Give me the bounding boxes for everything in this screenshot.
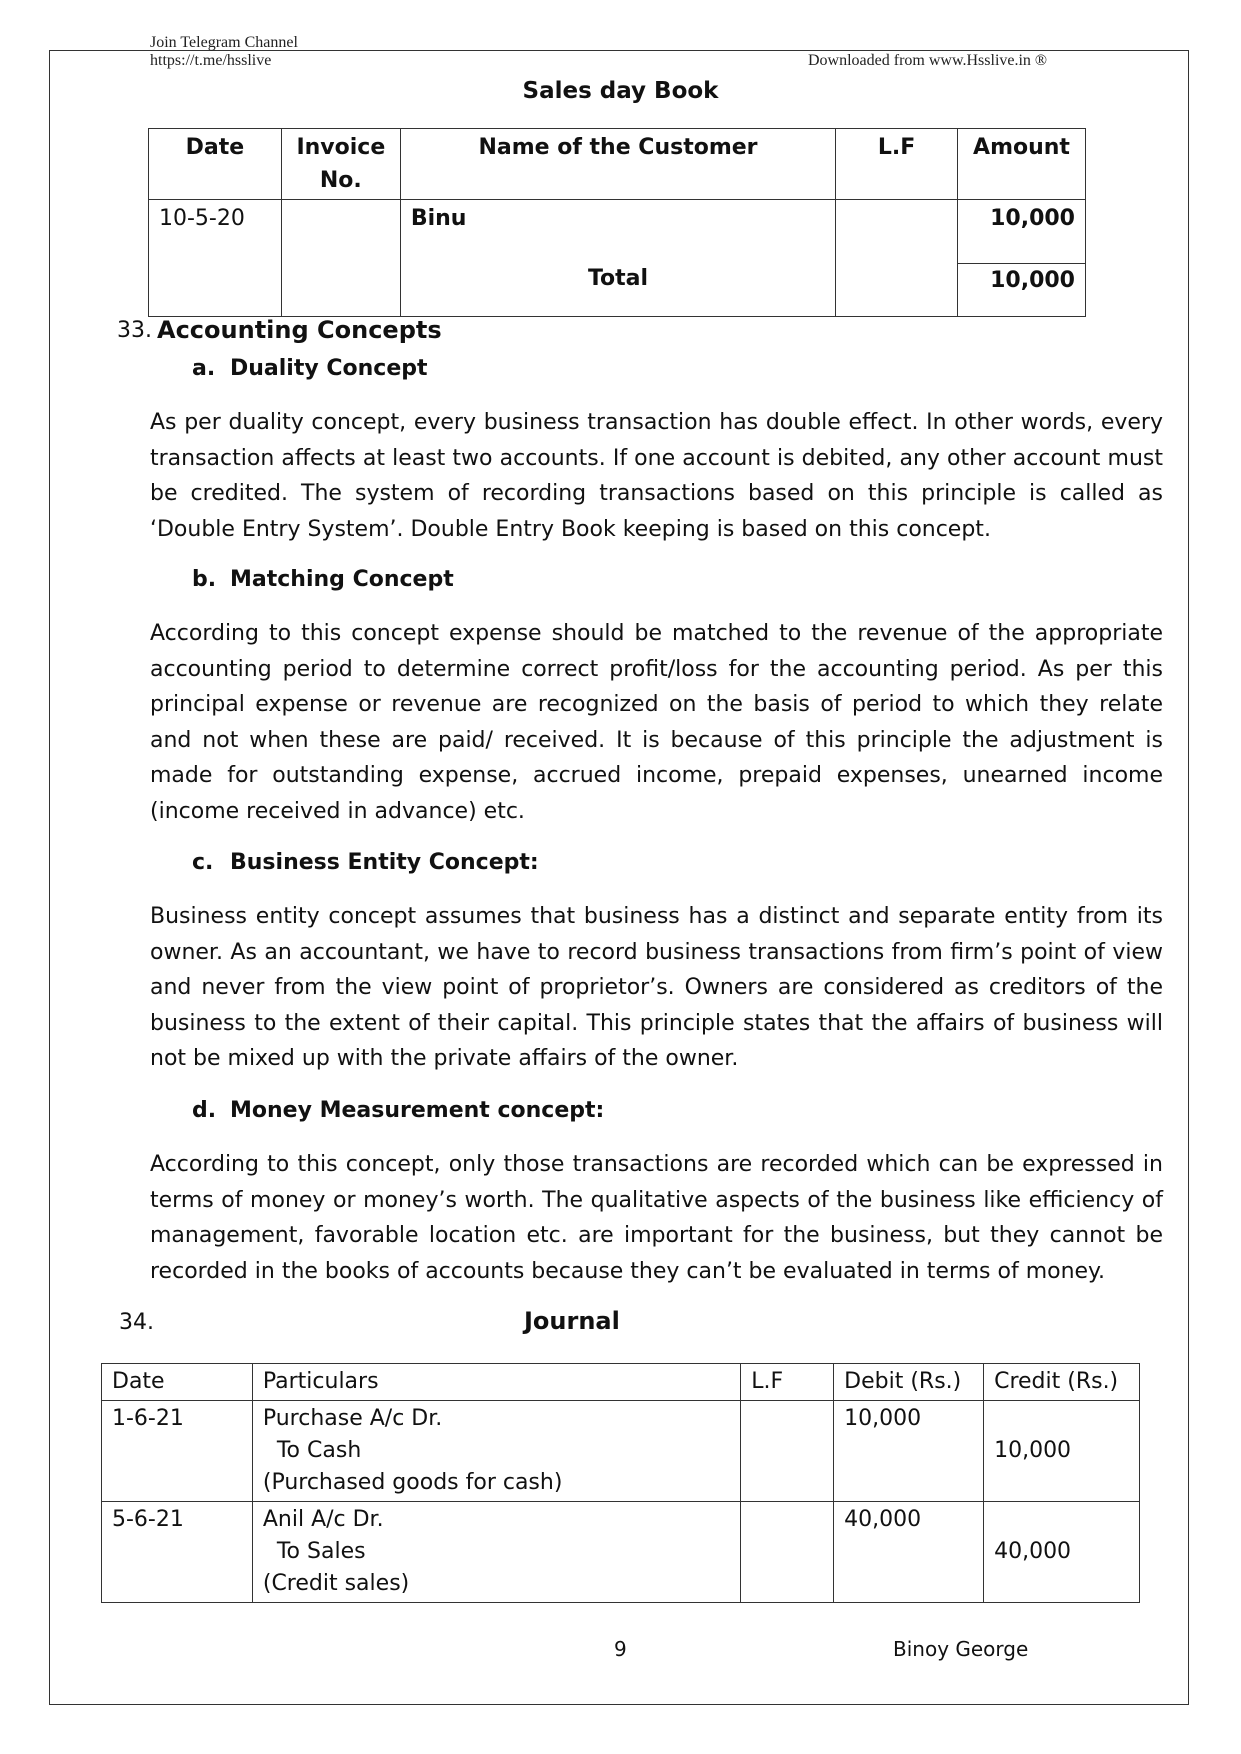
sales-customer-name: Binu <box>410 206 467 231</box>
concept-b-title: Matching Concept <box>230 567 454 592</box>
sales-header-row <box>149 129 1086 200</box>
concept-a-title: Duality Concept <box>230 356 428 381</box>
concept-d-title: Money Measurement concept: <box>230 1098 605 1123</box>
journal-narration: (Credit sales) <box>262 1571 410 1596</box>
journal-particulars <box>252 1502 740 1603</box>
journal-debit: 10,000 <box>834 1401 984 1502</box>
sales-total-label: Total <box>587 266 649 291</box>
journal-lf <box>741 1502 834 1603</box>
sales-amount-cell <box>958 200 1086 317</box>
concept-c-label: c. <box>192 850 214 875</box>
journal-particulars <box>252 1401 740 1502</box>
concept-c-title: Business Entity Concept: <box>230 850 539 875</box>
concept-b-label: b. <box>192 567 217 592</box>
concept-b-text: According to this concept expense should be matched to the revenue of the appropriate accounting period to determine correct profit/loss for the accounting period. As per this principal expense or revenue are recognized on the basis of period to which they relate and not when these are paid/ received. It is because of this principle the adjustment is made for outstanding expense, accrued income, prepaid expenses, unearned income (income received in advance) etc. <box>150 621 1163 824</box>
footer-author: Binoy George <box>893 1637 1029 1661</box>
q34-number: 34. <box>119 1310 154 1335</box>
journal-entry-row <box>102 1401 1140 1502</box>
journal-debit-line: Anil A/c Dr. <box>262 1507 384 1532</box>
concept-a-label: a. <box>192 356 216 381</box>
journal-credit-cell <box>984 1401 1140 1502</box>
journal-header-row <box>102 1364 1140 1401</box>
journal-credit-cell <box>984 1502 1140 1603</box>
sales-amount: 10,000 <box>958 200 1085 264</box>
col-customer: Name of the Customer <box>400 129 835 200</box>
q33-heading: Accounting Concepts <box>157 316 442 344</box>
downloaded-from: Downloaded from www.Hsslive.in ® <box>808 52 1048 69</box>
journal-col-date: Date <box>102 1364 253 1401</box>
journal-date: 1-6-21 <box>102 1401 253 1502</box>
journal-narration: (Purchased goods for cash) <box>262 1470 563 1495</box>
journal-col-credit: Credit (Rs.) <box>984 1364 1140 1401</box>
sales-day-book-table <box>148 128 1086 317</box>
sales-invoice <box>281 200 400 317</box>
journal-lf <box>741 1401 834 1502</box>
journal-col-lf: L.F <box>741 1364 834 1401</box>
concept-c-text: Business entity concept assumes that business has a distinct and separate entity from its owner. As an accountant, we have to record business transactions from firm’s point of view and never from the view point of proprietor’s. Owners are considered as creditors of the business to the extent of their capital. This principle states that the affairs of business will not be mixed up with the private affairs of the owner. <box>150 904 1163 1071</box>
journal-table <box>101 1363 1140 1603</box>
sales-entry-row <box>149 200 1086 317</box>
journal-credit-line: To Cash <box>276 1438 362 1463</box>
col-date: Date <box>149 129 282 200</box>
journal-col-debit: Debit (Rs.) <box>834 1364 984 1401</box>
sales-customer-cell <box>400 200 835 317</box>
journal-entry-row <box>102 1502 1140 1603</box>
sales-date: 10-5-20 <box>149 200 282 317</box>
journal-credit: 10,000 <box>994 1438 1072 1463</box>
journal-credit-line: To Sales <box>276 1539 366 1564</box>
telegram-line1: Join Telegram Channel <box>150 34 298 51</box>
journal-debit: 40,000 <box>834 1502 984 1603</box>
concept-a-text: As per duality concept, every business transaction has double effect. In other words, every transaction affects at least two accounts. If one account is debited, any other account must be credited. The system of recording transactions based on this principle is called as ‘Double Entry System’. Double Entry Book keeping is based on this concept. <box>150 410 1163 542</box>
sales-book-title: Sales day Book <box>522 78 719 104</box>
sales-total-amount: 10,000 <box>990 268 1075 293</box>
page-number: 9 <box>614 1637 627 1661</box>
concept-d-label: d. <box>192 1098 217 1123</box>
sales-lf <box>836 200 958 317</box>
q33-number: 33. <box>117 318 152 343</box>
col-lf: L.F <box>836 129 958 200</box>
concept-d-text: According to this concept, only those transactions are recorded which can be expressed in terms of money or money’s worth. The qualitative aspects of the business like efficiency of management, favorable location etc. are important for the business, but they cannot be recorded in the books of accounts because they can’t be evaluated in terms of money. <box>150 1152 1163 1284</box>
journal-date: 5-6-21 <box>102 1502 253 1603</box>
header-telegram <box>150 34 298 70</box>
journal-credit: 40,000 <box>994 1539 1072 1564</box>
telegram-link[interactable]: https://t.me/hsslive <box>150 52 272 69</box>
col-amount: Amount <box>958 129 1086 200</box>
journal-debit-line: Purchase A/c Dr. <box>262 1406 443 1431</box>
col-invoice: Invoice No. <box>281 129 400 200</box>
journal-title: Journal <box>524 1307 620 1335</box>
journal-col-particulars: Particulars <box>252 1364 740 1401</box>
